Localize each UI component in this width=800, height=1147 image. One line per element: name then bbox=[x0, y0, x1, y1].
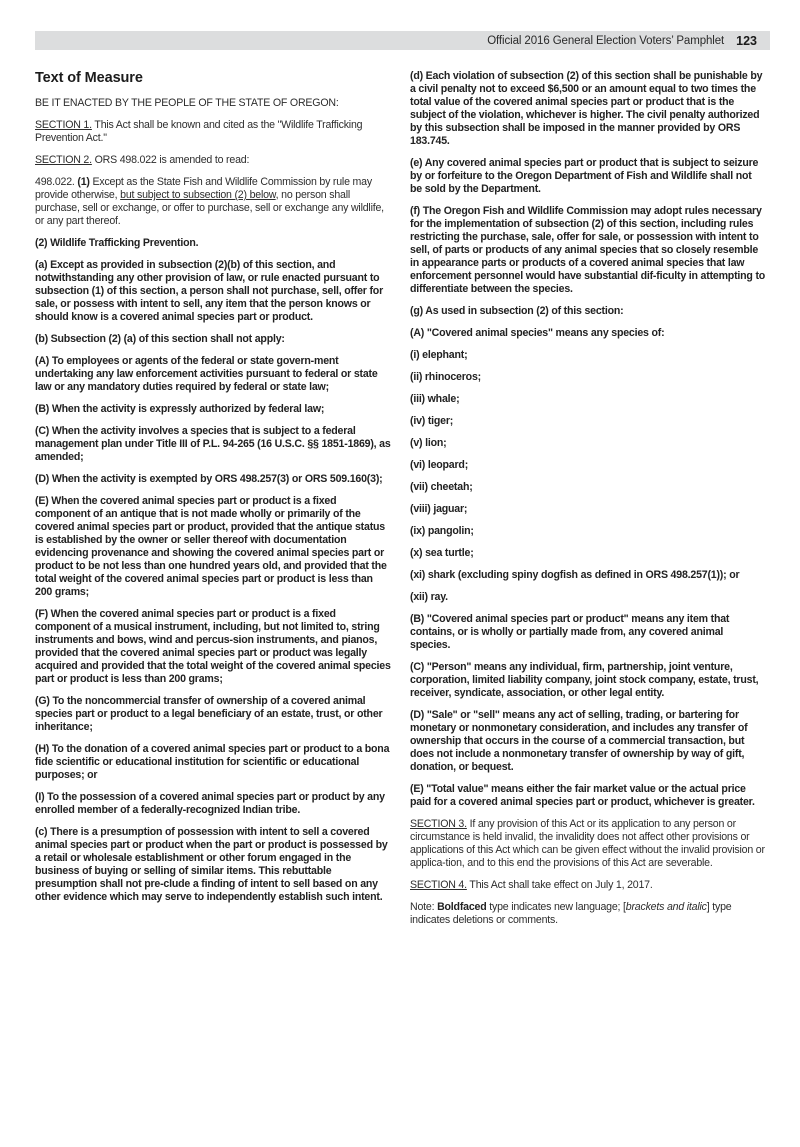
paragraph bbox=[35, 333, 391, 346]
paragraph bbox=[410, 157, 766, 196]
paragraph bbox=[410, 525, 766, 538]
text-run: SECTION 3. bbox=[410, 818, 467, 830]
paragraph bbox=[35, 119, 391, 145]
text-run: (F) When the covered animal species part or product is a fixed component of a musical instrument, including, but not limited to, string instruments and bows, wind and percus-sion instruments, and pianos, provided that the covered animal species part or product was legally acquired and provided that the total weight of the covered animal species part or product is less than 200 grams; bbox=[35, 608, 391, 685]
text-run: but subject to subsection (2) below bbox=[120, 189, 276, 201]
text-run: (E) When the covered animal species part or product is a fixed component of an antique that is not made wholly or primarily of the covered animal species part or product, provided that the antique status is established by the owner or seller thereof with documentation evidencing provenance and showing the covered animal species part or product to be not less than one hundred years old, and provided that the total weight of the covered animal species part or product is less than 200 grams; bbox=[35, 495, 387, 598]
text-run: SECTION 2. bbox=[35, 154, 92, 166]
paragraph bbox=[35, 259, 391, 324]
text-run: (iv) tiger; bbox=[410, 415, 454, 427]
text-run: (D) "Sale" or "sell" means any act of selling, trading, or bartering for monetary or nonmonetary consideration, and includes any transfer of ownership that occurs in the course of a commercial transaction, but does not include a nonmonetary transfer of ownership by way of gift, donation, or bequest. bbox=[410, 709, 748, 773]
measure-text-content bbox=[35, 70, 766, 936]
paragraph bbox=[410, 205, 766, 296]
text-run: This Act shall take effect on July 1, 2017. bbox=[466, 879, 653, 891]
text-run: (E) "Total value" means either the fair market value or the actual price paid for a covered animal species part or product, whichever is greater. bbox=[410, 783, 755, 808]
paragraph bbox=[410, 327, 766, 340]
text-run: Except as the State Fish and Wildlife Commission by rule may provide otherwise, bbox=[35, 176, 372, 201]
paragraph bbox=[410, 349, 766, 362]
text-run: (e) Any covered animal species part or product that is subject to seizure by or forfeiture to the Oregon Department of Fish and Wildlife shall not be sold by the Department. bbox=[410, 157, 759, 195]
text-run: (viii) jaguar; bbox=[410, 503, 468, 515]
left-column bbox=[35, 70, 391, 936]
paragraph bbox=[410, 661, 766, 700]
paragraph bbox=[35, 425, 391, 464]
text-run: ] type indicates deletions or comments. bbox=[410, 901, 732, 926]
page-title: Text of Measure bbox=[35, 70, 143, 86]
paragraph bbox=[35, 826, 391, 904]
text-run: (C) "Person" means any individual, firm, partnership, joint venture, corporation, limited liability company, joint stock company, estate, trust, receiver, syndicate, association, or other legal entity. bbox=[410, 661, 759, 699]
paragraph bbox=[35, 495, 391, 599]
header-bar bbox=[35, 31, 770, 50]
text-run: (D) When the activity is exempted by ORS 498.257(3) or ORS 509.160(3); bbox=[35, 473, 383, 485]
text-run: (ii) rhinoceros; bbox=[410, 371, 481, 383]
paragraph bbox=[35, 743, 391, 782]
paragraph bbox=[410, 901, 766, 927]
page-number: 123 bbox=[736, 33, 757, 48]
paragraph bbox=[35, 355, 391, 394]
paragraph bbox=[35, 97, 391, 110]
text-run: (1) bbox=[77, 176, 90, 188]
text-run: 498.022. bbox=[35, 176, 78, 188]
text-run: SECTION 1. bbox=[35, 119, 92, 131]
text-run: (2) Wildlife Trafficking Prevention. bbox=[35, 237, 199, 249]
paragraph bbox=[410, 459, 766, 472]
text-run: (B) "Covered animal species part or product" means any item that contains, or is wholly or partially made from, any covered animal species. bbox=[410, 613, 730, 651]
paragraph bbox=[410, 709, 766, 774]
paragraph bbox=[410, 591, 766, 604]
paragraph bbox=[410, 613, 766, 652]
text-run: (vi) leopard; bbox=[410, 459, 469, 471]
paragraph bbox=[410, 547, 766, 560]
text-run: (iii) whale; bbox=[410, 393, 460, 405]
paragraph bbox=[35, 473, 391, 486]
text-run: brackets and italic bbox=[625, 901, 707, 913]
paragraph bbox=[35, 695, 391, 734]
paragraph bbox=[35, 608, 391, 686]
text-run: (I) To the possession of a covered animal species part or product by any enrolled member of a federally-recognized Indian tribe. bbox=[35, 791, 385, 816]
text-run: (xi) shark (excluding spiny dogfish as defined in ORS 498.257(1)); or bbox=[410, 569, 740, 581]
paragraph bbox=[35, 791, 391, 817]
text-run: (a) Except as provided in subsection (2)(b) of this section, and notwithstanding any other provision of law, or rule enacted pursuant to subsection (1) of this section, a person shall not purchase, sell, offer for sale, or possess with intent to sell, any item that the person knows or should know is a covered animal species part or product. bbox=[35, 259, 383, 323]
header-title: Official 2016 General Election Voters’ Pamphlet bbox=[487, 34, 725, 47]
text-run: Note: bbox=[410, 901, 438, 913]
paragraph bbox=[410, 70, 766, 148]
text-run: SECTION 4. bbox=[410, 879, 467, 891]
text-run: This Act shall be known and cited as the "Wildlife Trafficking Prevention Act." bbox=[35, 119, 363, 144]
text-run: ORS 498.022 is amended to read: bbox=[91, 154, 250, 166]
text-run: (A) "Covered animal species" means any species of: bbox=[410, 327, 665, 339]
paragraph bbox=[410, 371, 766, 384]
text-run: If any provision of this Act or its application to any person or circumstance is held invalid, the invalidity does not affect other provisions or applications of this Act which can be given effect without the invalid provision or applica-tion, and to this end the provisions of this Act are severable. bbox=[410, 818, 765, 869]
paragraph bbox=[410, 879, 766, 892]
text-run: type indicates new language; [ bbox=[486, 901, 626, 913]
paragraph bbox=[410, 393, 766, 406]
paragraph bbox=[35, 237, 391, 250]
text-run: (xii) ray. bbox=[410, 591, 448, 603]
text-run: Boldfaced bbox=[437, 901, 487, 913]
text-run: (d) Each violation of subsection (2) of this section shall be punishable by a civil penalty not to exceed $6,500 or an amount equal to two times the total value of the covered animal species part or product that is the subject of the violation, whichever is higher. The civil penalty authorized by this subsection shall be imposed in the manner provided by ORS 183.745. bbox=[410, 70, 763, 147]
text-run: (x) sea turtle; bbox=[410, 547, 474, 559]
paragraph bbox=[410, 481, 766, 494]
paragraph bbox=[410, 437, 766, 450]
text-run: (A) To employees or agents of the federal or state govern-ment undertaking any law enforcement activities pursuant to federal or state law or any mandatory duties required by federal or state law; bbox=[35, 355, 378, 393]
paragraph bbox=[410, 818, 766, 870]
text-run: (g) As used in subsection (2) of this section: bbox=[410, 305, 624, 317]
paragraph bbox=[35, 154, 391, 167]
paragraph bbox=[410, 783, 766, 809]
text-run: (i) elephant; bbox=[410, 349, 468, 361]
text-run: , no person shall purchase, sell or exchange, or offer to purchase, sell or exchange any wildlife, or any part thereof. bbox=[35, 189, 384, 227]
text-run: BE IT ENACTED BY THE PEOPLE OF THE STATE OF OREGON: bbox=[35, 97, 339, 109]
text-run: (vii) cheetah; bbox=[410, 481, 473, 493]
text-run: (c) There is a presumption of possession with intent to sell a covered animal species part or product when the part or product is possessed by a retail or wholesale establishment or other forum engaged in the business of buying or selling of similar items. This rebuttable presumption shall not pre-clude a finding of intent to sell based on any other evidence which may serve to independently establish such intent. bbox=[35, 826, 388, 903]
text-run: (f) The Oregon Fish and Wildlife Commission may adopt rules necessary for the implementation of subsection (2) of this section, including rules restricting the purchase, sale, offer for sale, or possession with intent to sell, of parts or products of any animal species that so closely resemble in appearance parts or products of a covered animal species that law enforcement personnel would have substantial dif-ficulty in attempting to differentiate between the species. bbox=[410, 205, 766, 295]
text-run: (ix) pangolin; bbox=[410, 525, 474, 537]
text-run: (H) To the donation of a covered animal species part or product to a bona fide scientific or educational institution for scientific or educational purposes; or bbox=[35, 743, 390, 781]
paragraph bbox=[410, 415, 766, 428]
paragraph bbox=[35, 176, 391, 228]
text-run: (v) lion; bbox=[410, 437, 447, 449]
text-run: (C) When the activity involves a species that is subject to a federal management plan under Title III of P.L. 94-265 (16 U.S.C. §§ 1851-1869), as amended; bbox=[35, 425, 391, 463]
paragraph bbox=[410, 503, 766, 516]
text-run: (B) When the activity is expressly authorized by federal law; bbox=[35, 403, 325, 415]
text-run: (G) To the noncommercial transfer of ownership of a covered animal species part or product to a legal beneficiary of an estate, trust, or other inheritance; bbox=[35, 695, 383, 733]
text-run: (b) Subsection (2) (a) of this section shall not apply: bbox=[35, 333, 285, 345]
paragraph bbox=[410, 305, 766, 318]
right-column bbox=[410, 70, 766, 936]
paragraph bbox=[410, 569, 766, 582]
paragraph bbox=[35, 403, 391, 416]
